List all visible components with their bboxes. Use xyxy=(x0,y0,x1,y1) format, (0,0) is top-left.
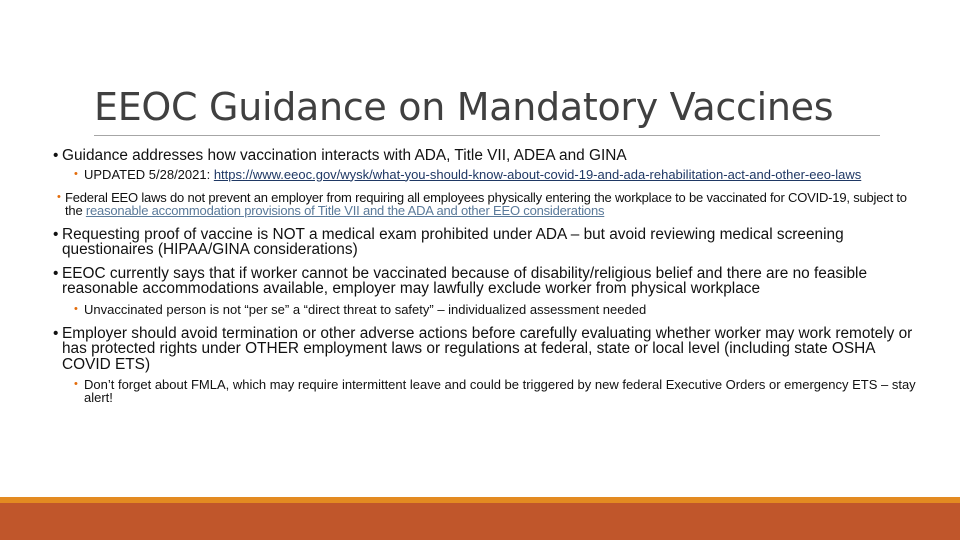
sub-bullet-unvaccinated: • Unvaccinated person is not “per se” a “direct threat to safety” – individualized assessment needed xyxy=(50,303,920,316)
reasonable-accommodation-link[interactable]: reasonable accommodation provisions of Title VII and the ADA and other EEO considerations xyxy=(85,202,605,218)
slide-title: EEOC Guidance on Mandatory Vaccines xyxy=(94,85,834,129)
sub-bullet-updated xyxy=(50,168,920,181)
bullet-requesting-proof: • Requesting proof of vaccine is NOT a medical exam prohibited under ADA – but avoid reviewing medical screening questionaires (HIPAA/GINA considerations) xyxy=(50,227,920,258)
federal-eeo-text: Federal EEO laws do not prevent an employer from requiring all employees physically entering the workplace to be vaccinated for COVID-19, subject to the xyxy=(65,189,907,218)
title-divider xyxy=(94,135,880,136)
updated-label: UPDATED 5/28/2021: xyxy=(84,166,214,182)
bullet-list xyxy=(50,148,920,404)
sub-bullet-federal-eeo xyxy=(50,191,920,217)
sub-bullet-fmla: • Don’t forget about FMLA, which may require intermittent leave and could be triggered by new federal Executive Orders or emergency ETS – stay alert! xyxy=(50,378,920,404)
bullet-eeoc-currently: • EEOC currently says that if worker cannot be vaccinated because of disability/religious belief and there are no feasible reasonable accommodations available, employer may lawfully exclude worker from physical workplace xyxy=(50,266,920,297)
footer-bar xyxy=(0,503,960,540)
eeoc-guidance-link[interactable]: https://www.eeoc.gov/wysk/what-you-should-know-about-covid-19-and-ada-rehabilitation-act-and-other-eeo-laws xyxy=(213,166,862,182)
bullet-guidance: • Guidance addresses how vaccination interacts with ADA, Title VII, ADEA and GINA xyxy=(50,148,920,164)
bullet-employer-avoid: • Employer should avoid termination or other adverse actions before carefully evaluating whether worker may work remotely or has protected rights under OTHER employment laws or regulations at federal, state or local level (including state OSHA COVID ETS) xyxy=(50,326,920,373)
